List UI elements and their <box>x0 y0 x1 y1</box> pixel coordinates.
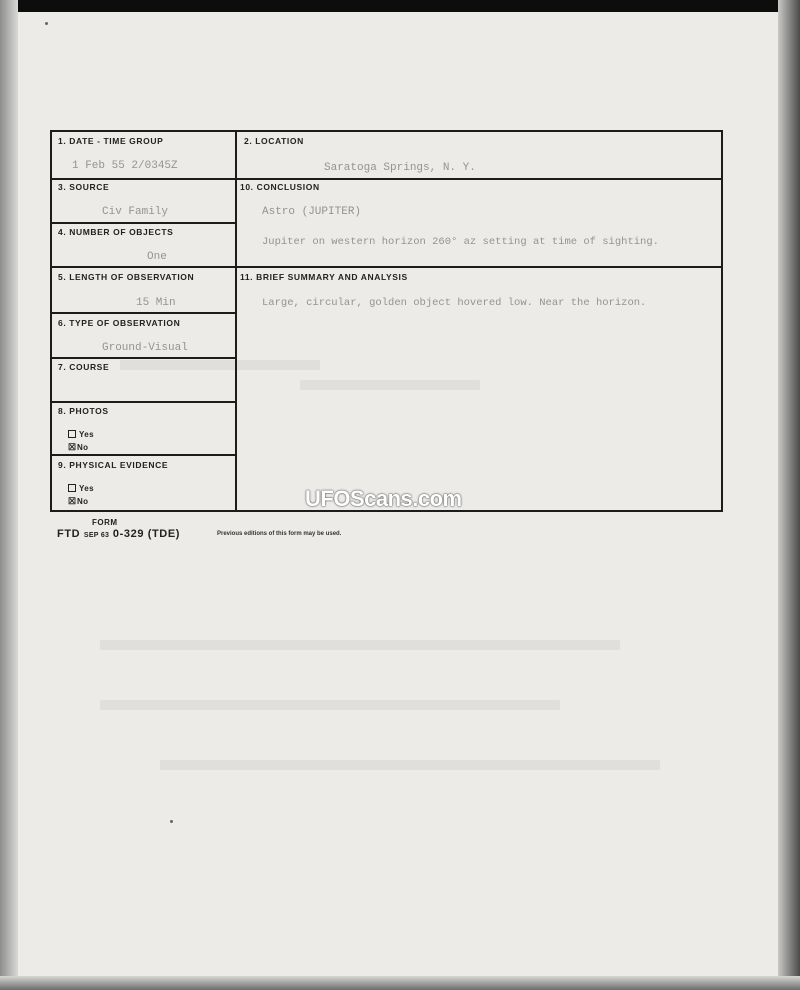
source-value: Civ Family <box>102 206 169 218</box>
course-label: 7. COURSE <box>58 362 110 372</box>
evidence-yes-option <box>68 484 94 493</box>
footer-form-id <box>57 528 180 540</box>
project-record-card <box>50 130 723 512</box>
scan-bottom-edge <box>0 976 800 990</box>
row-divider <box>52 357 236 359</box>
footer-form-number: 0-329 (TDE) <box>112 528 181 540</box>
row-divider <box>52 266 721 268</box>
photos-label: 8. PHOTOS <box>58 406 109 416</box>
evidence-yes-label: Yes <box>79 484 94 493</box>
checkbox-icon <box>68 430 76 438</box>
row-divider <box>52 312 236 314</box>
photos-no-label: No <box>77 443 89 452</box>
type-of-observation-label: 6. TYPE OF OBSERVATION <box>58 318 181 328</box>
length-of-observation-value: 15 Min <box>136 297 176 309</box>
row-divider <box>52 178 721 180</box>
date-time-value: 1 Feb 55 2/0345Z <box>72 160 178 172</box>
conclusion-label: 10. CONCLUSION <box>240 182 320 192</box>
footer-date-code: SEP 63 <box>83 532 110 539</box>
row-divider <box>52 401 236 403</box>
photos-yes-label: Yes <box>79 430 94 439</box>
length-of-observation-label: 5. LENGTH OF OBSERVATION <box>58 272 195 282</box>
location-value: Saratoga Springs, N. Y. <box>324 162 476 174</box>
scan-top-edge <box>0 0 800 12</box>
conclusion-value: Astro (JUPITER) <box>262 206 362 218</box>
row-divider <box>52 222 236 224</box>
checkbox-icon <box>68 484 76 492</box>
date-time-label: 1. DATE - TIME GROUP <box>58 136 164 146</box>
summary-label: 11. BRIEF SUMMARY AND ANALYSIS <box>240 272 408 282</box>
footer-note: Previous editions of this form may be used. <box>217 531 342 537</box>
photos-yes-option <box>68 430 94 439</box>
source-label: 3. SOURCE <box>58 182 110 192</box>
number-of-objects-label: 4. NUMBER OF OBJECTS <box>58 227 174 237</box>
scan-right-edge <box>778 0 800 990</box>
photos-no-option <box>68 442 88 453</box>
scan-left-edge <box>0 0 18 990</box>
row-divider <box>52 454 236 456</box>
watermark: UFOScans.com <box>305 486 462 511</box>
summary-value: Large, circular, golden object hovered low. Near the horizon. <box>262 297 647 309</box>
scan-speck <box>170 820 173 823</box>
footer-form-word: FORM <box>92 518 118 527</box>
bleed-through <box>160 760 660 770</box>
checked-box-icon: ☒ <box>68 496 77 506</box>
checked-box-icon: ☒ <box>68 442 77 452</box>
evidence-no-option <box>68 496 88 507</box>
type-of-observation-value: Ground-Visual <box>102 342 188 354</box>
conclusion-detail: Jupiter on western horizon 260° az setting at time of sighting. <box>262 236 659 248</box>
bleed-through <box>100 640 620 650</box>
physical-evidence-label: 9. PHYSICAL EVIDENCE <box>58 460 169 470</box>
bleed-through <box>100 700 560 710</box>
number-of-objects-value: One <box>147 251 167 263</box>
evidence-no-label: No <box>77 497 89 506</box>
scan-speck <box>45 22 48 25</box>
footer-ftd: FTD <box>57 528 81 540</box>
location-label: 2. LOCATION <box>244 136 304 146</box>
